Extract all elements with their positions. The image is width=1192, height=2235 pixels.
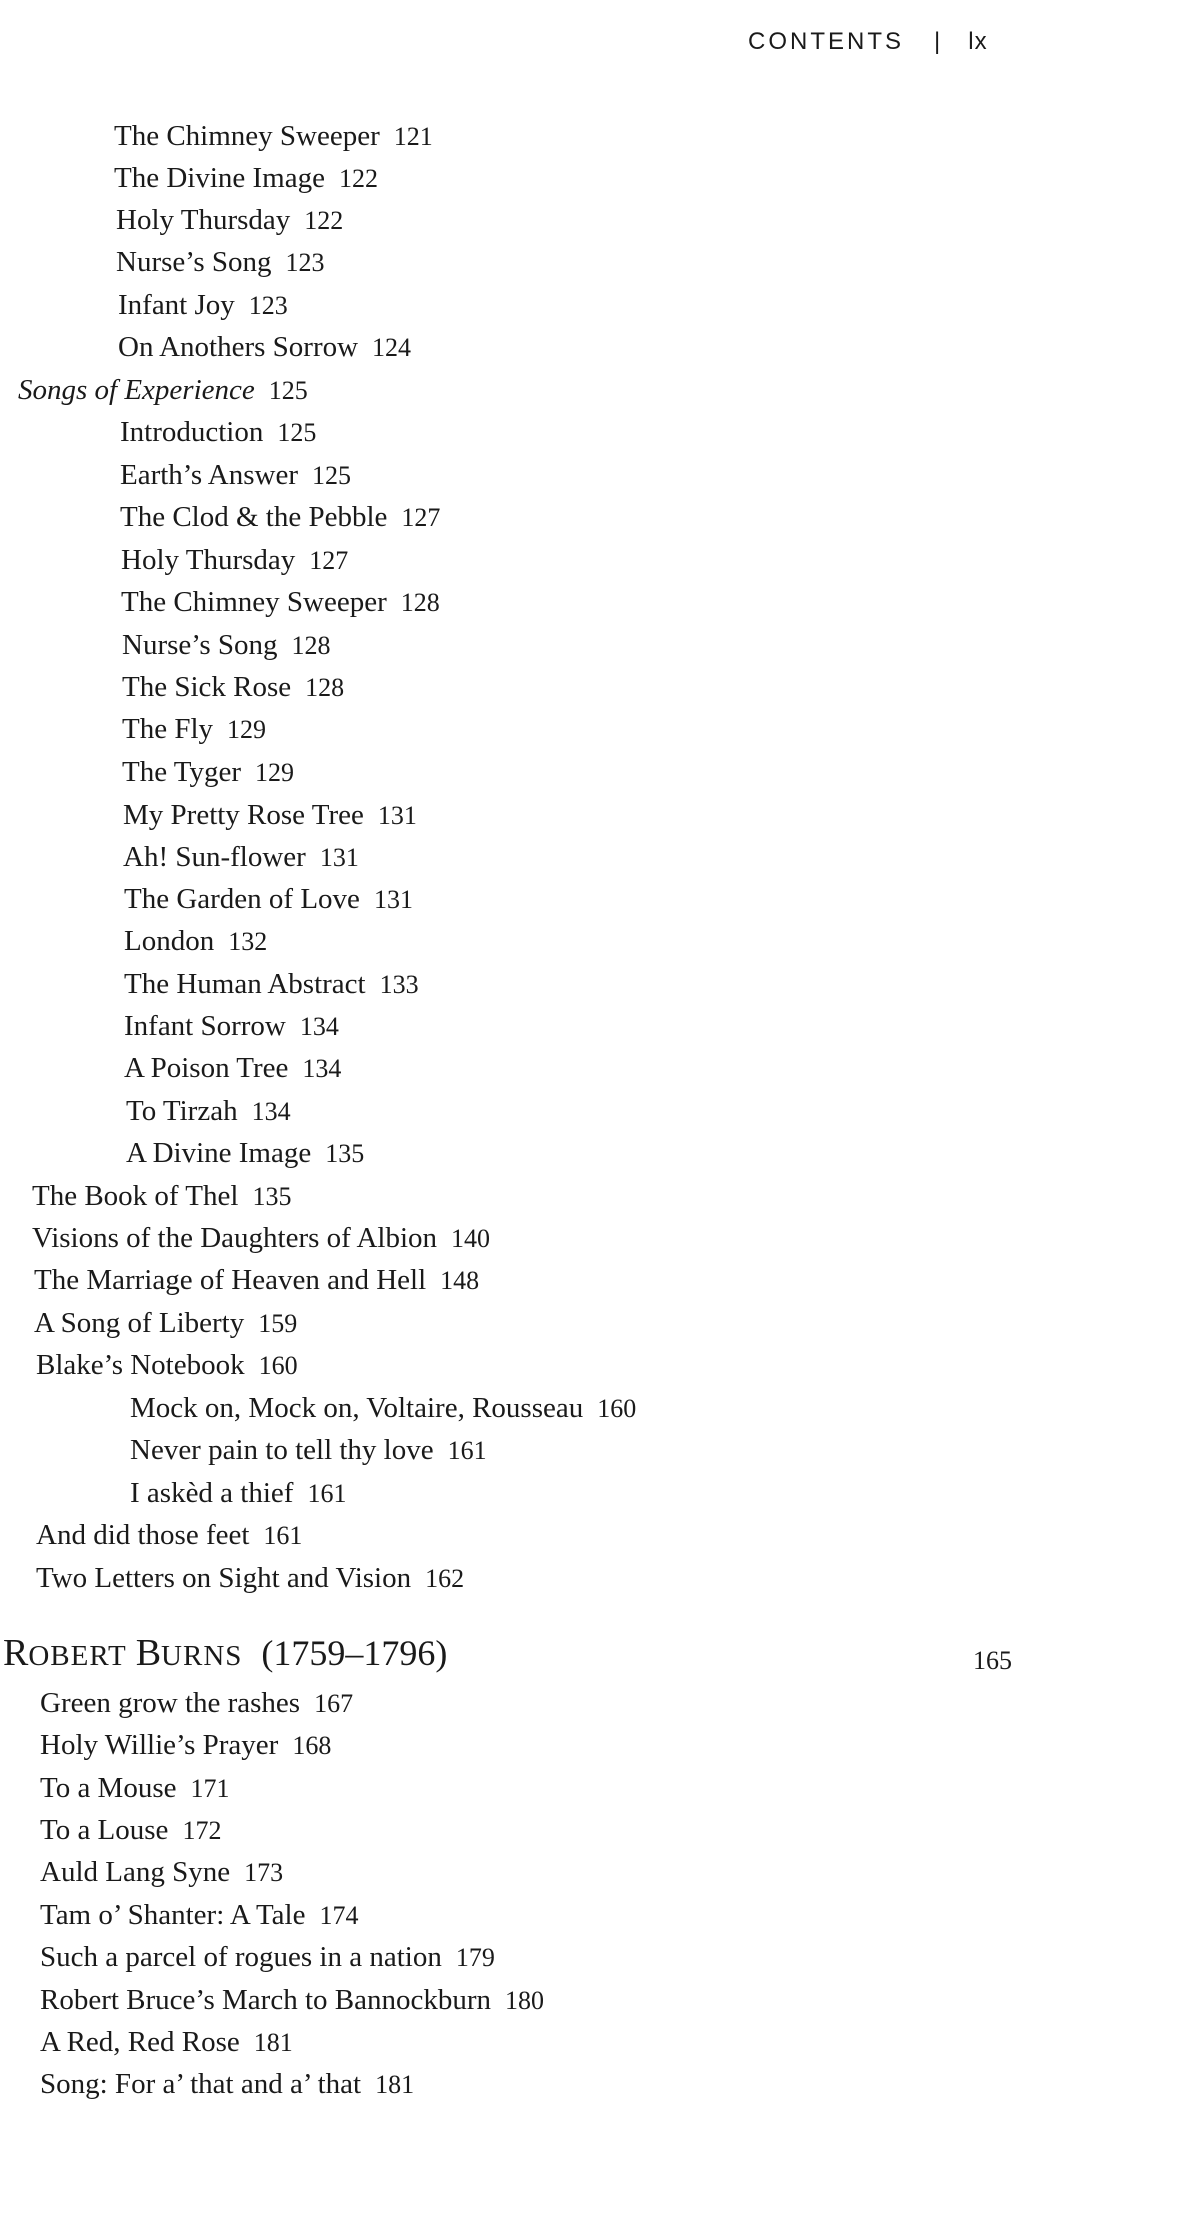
section-title: CONTENTS xyxy=(748,28,904,55)
toc-entry: The Clod & the Pebble 127 xyxy=(120,501,441,533)
toc-entry: Infant Sorrow 134 xyxy=(124,1010,339,1042)
toc-entry: Nurse’s Song 128 xyxy=(122,629,331,661)
toc-entry: The Fly 129 xyxy=(122,713,267,745)
toc-entry: A Song of Liberty 159 xyxy=(34,1307,298,1339)
toc-entry: And did those feet 161 xyxy=(36,1519,303,1551)
toc-entry: Never pain to tell thy love 161 xyxy=(130,1434,487,1466)
toc-entry: On Anothers Sorrow 124 xyxy=(118,331,412,363)
toc-entry: Two Letters on Sight and Vision 162 xyxy=(36,1562,465,1594)
toc-entry: Tam o’ Shanter: A Tale 174 xyxy=(40,1899,359,1931)
toc-entry: Introduction 125 xyxy=(120,416,317,448)
page-number: lx xyxy=(968,28,988,55)
toc-entry: To a Mouse 171 xyxy=(40,1772,230,1804)
author-dates: (1759–1796) xyxy=(261,1633,448,1673)
toc-entry: The Sick Rose 128 xyxy=(122,671,345,703)
toc-entry: Nurse’s Song 123 xyxy=(116,246,325,278)
toc-entry: Infant Joy 123 xyxy=(118,289,288,321)
toc-entry: The Divine Image 122 xyxy=(114,162,378,194)
toc-entry: Mock on, Mock on, Voltaire, Rousseau 160 xyxy=(130,1392,637,1424)
toc-entry: Blake’s Notebook 160 xyxy=(36,1349,298,1381)
author-heading: ROBERT BURNS (1759–1796) xyxy=(3,1632,448,1674)
toc-entry: Holy Willie’s Prayer 168 xyxy=(40,1729,332,1761)
toc-entry: The Tyger 129 xyxy=(122,756,295,788)
toc-entry: The Chimney Sweeper 121 xyxy=(114,120,433,152)
toc-entry: A Poison Tree 134 xyxy=(124,1052,342,1084)
toc-section-entry: Songs of Experience 125 xyxy=(18,374,308,406)
toc-entry: London 132 xyxy=(124,925,268,957)
toc-entry: Such a parcel of rogues in a nation 179 xyxy=(40,1941,495,1973)
toc-entry: The Chimney Sweeper 128 xyxy=(121,586,440,618)
running-head xyxy=(748,28,988,56)
toc-entry: Ah! Sun-flower 131 xyxy=(123,841,359,873)
toc-entry: Auld Lang Syne 173 xyxy=(40,1856,284,1888)
toc-entry: The Human Abstract 133 xyxy=(124,968,419,1000)
toc-entry: Green grow the rashes 167 xyxy=(40,1687,354,1719)
toc-entry: I askèd a thief 161 xyxy=(130,1477,347,1509)
author-page-number: 165 xyxy=(973,1646,1012,1675)
toc-entry: Robert Bruce’s March to Bannockburn 180 xyxy=(40,1984,545,2016)
toc-entry: The Marriage of Heaven and Hell 148 xyxy=(34,1264,480,1296)
toc-entry: The Garden of Love 131 xyxy=(124,883,413,915)
toc-entry: Song: For a’ that and a’ that 181 xyxy=(40,2068,415,2100)
toc-entry: To Tirzah 134 xyxy=(126,1095,291,1127)
toc-entry: The Book of Thel 135 xyxy=(32,1180,292,1212)
toc-entry: My Pretty Rose Tree 131 xyxy=(123,799,417,831)
toc-entry: To a Louse 172 xyxy=(40,1814,222,1846)
toc-entry: Holy Thursday 122 xyxy=(116,204,344,236)
toc-entry: A Divine Image 135 xyxy=(126,1137,365,1169)
header-separator: | xyxy=(934,28,941,55)
toc-entry: Visions of the Daughters of Albion 140 xyxy=(32,1222,491,1254)
toc-entry: A Red, Red Rose 181 xyxy=(40,2026,293,2058)
toc-entry: Earth’s Answer 125 xyxy=(120,459,351,491)
toc-entry: Holy Thursday 127 xyxy=(121,544,349,576)
